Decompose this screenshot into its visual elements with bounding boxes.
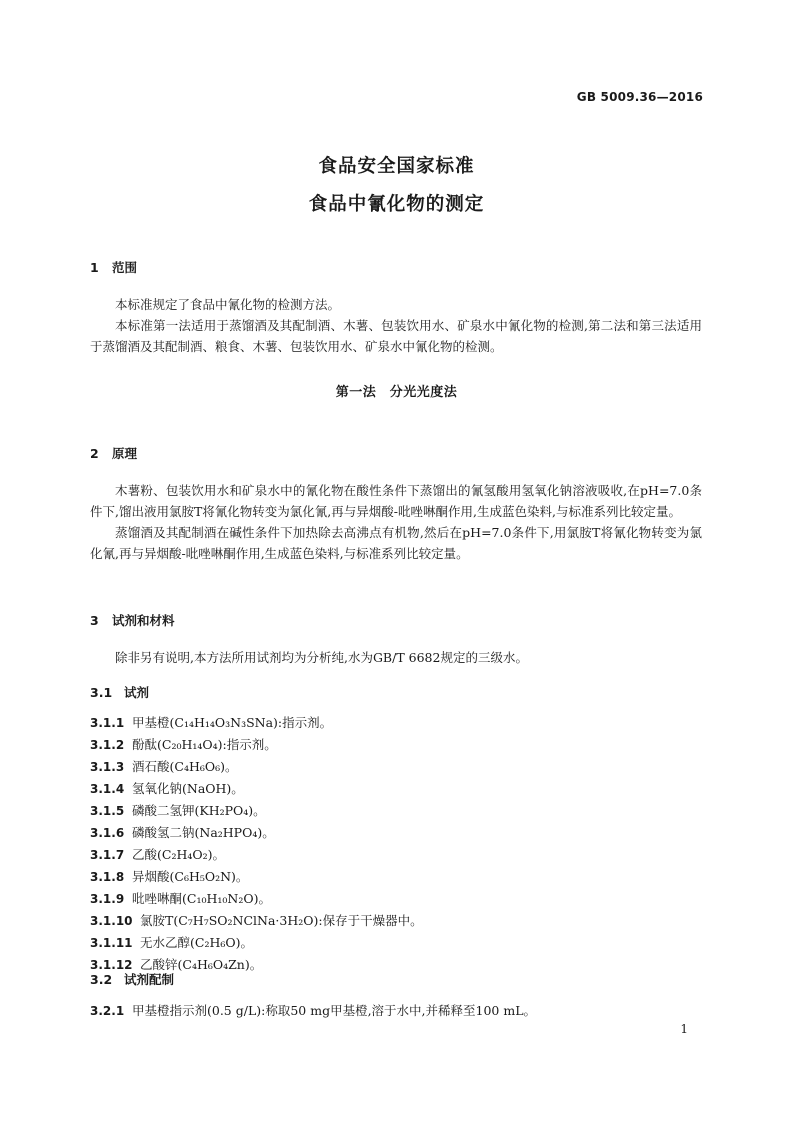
paragraph: 蒸馏酒及其配制酒在碱性条件下加热除去高沸点有机物,然后在pH=7.0条件下,用氯胺T将氰化物转变为氯化氰,再与异烟酸-吡唑啉酮作用,生成蓝色染料,与标准系列比较定量。 [90, 525, 702, 561]
reagent-item [90, 713, 332, 731]
section-3-2-heading [90, 970, 174, 988]
item-text: 氢氧化钠(NaOH)。 [132, 781, 244, 796]
section-1-heading [90, 258, 137, 276]
item-number: 3.1.2 [90, 738, 125, 752]
section-title: 试剂 [124, 685, 150, 700]
item-text: 甲基橙(C₁₄H₁₄O₃N₃SNa):指示剂。 [132, 715, 333, 730]
document-title-line1: 食品安全国家标准 [318, 156, 475, 177]
paragraph: 木薯粉、包装饮用水和矿泉水中的氰化物在酸性条件下蒸馏出的氰氢酸用氢氧化钠溶液吸收,在pH=7.0条件下,馏出液用氯胺T将氰化物转变为氯化氰,再与异烟酸-吡唑啉酮作用,生成蓝色染料,与标准系列比较定量。 [90, 483, 702, 519]
item-text: 磷酸二氢钾(KH₂PO₄)。 [132, 803, 266, 818]
item-number: 3.1.9 [90, 892, 125, 906]
prep-item [90, 1001, 536, 1019]
item-number: 3.1.6 [90, 826, 125, 840]
item-number: 3.1.12 [90, 958, 133, 972]
paragraph: 本标准第一法适用于蒸馏酒及其配制酒、木薯、包装饮用水、矿泉水中氰化物的检测,第二法和第三法适用于蒸馏酒及其配制酒、粮食、木薯、包装饮用水、矿泉水中氰化物的检测。 [90, 318, 702, 354]
reagent-item [90, 933, 253, 951]
item-number: 3.1.8 [90, 870, 125, 884]
item-number: 3.1.4 [90, 782, 125, 796]
item-text: 磷酸氢二钠(Na₂HPO₄)。 [132, 825, 275, 840]
section-number: 2 [90, 446, 99, 461]
section-3-1-heading [90, 683, 149, 701]
item-text: 氯胺T(C₇H₇SO₂NClNa·3H₂O):保存于干燥器中。 [140, 913, 423, 928]
standard-number: GB 5009.36—2016 [576, 90, 703, 104]
section-number: 3.1 [90, 685, 113, 700]
item-text: 异烟酸(C₆H₅O₂N)。 [132, 869, 249, 884]
item-text: 乙酸(C₂H₄O₂)。 [132, 847, 225, 862]
item-number: 3.1.1 [90, 716, 125, 730]
item-number: 3.1.11 [90, 936, 133, 950]
document-title-line2: 食品中氰化物的测定 [308, 194, 485, 215]
item-number: 3.1.10 [90, 914, 133, 928]
section-title: 试剂配制 [124, 972, 175, 987]
item-number: 3.1.7 [90, 848, 125, 862]
reagent-item [90, 823, 275, 841]
item-number: 3.2.1 [90, 1004, 125, 1018]
section-3-body [90, 647, 702, 668]
paragraph: 本标准规定了食品中氰化物的检测方法。 [115, 297, 341, 312]
section-number: 1 [90, 260, 99, 275]
item-text: 酒石酸(C₄H₆O₆)。 [132, 759, 238, 774]
reagent-item [90, 889, 271, 907]
section-title: 范围 [112, 260, 138, 275]
section-2-heading [90, 444, 137, 462]
item-text: 无水乙醇(C₂H₆O)。 [140, 935, 253, 950]
section-2-body [90, 480, 702, 564]
item-text: 甲基橙指示剂(0.5 g/L):称取50 mg甲基橙,溶于水中,并稀释至100 mL。 [132, 1003, 536, 1018]
item-text: 酚酞(C₂₀H₁₄O₄):指示剂。 [132, 737, 277, 752]
section-3-heading [90, 611, 175, 629]
item-number: 3.1.3 [90, 760, 125, 774]
item-number: 3.1.5 [90, 804, 125, 818]
section-title: 原理 [112, 446, 138, 461]
method-1-heading: 第一法 分光光度法 [335, 385, 458, 400]
reagent-item [90, 801, 266, 819]
reagent-item [90, 735, 277, 753]
reagent-item [90, 867, 248, 885]
section-number: 3.2 [90, 972, 113, 987]
paragraph: 除非另有说明,本方法所用试剂均为分析纯,水为GB/T 6682规定的三级水。 [115, 650, 528, 665]
page-number: 1 [680, 1022, 688, 1036]
item-text: 乙酸锌(C₄H₆O₄Zn)。 [140, 957, 263, 972]
reagent-item [90, 845, 225, 863]
reagent-item [90, 911, 423, 929]
section-title: 试剂和材料 [112, 613, 175, 628]
reagent-item [90, 757, 238, 775]
item-text: 吡唑啉酮(C₁₀H₁₀N₂O)。 [132, 891, 271, 906]
reagent-item [90, 779, 244, 797]
section-1-body [90, 294, 702, 357]
section-number: 3 [90, 613, 99, 628]
